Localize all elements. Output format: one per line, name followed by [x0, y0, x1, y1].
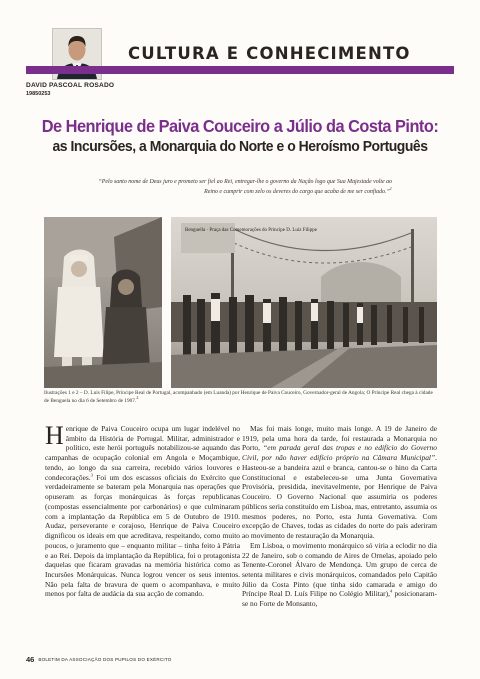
- paragraph: [45, 421, 240, 599]
- historical-photo-1-image: [44, 217, 162, 388]
- epigraph-quote: [92, 178, 392, 197]
- caption-text: Ilustrações 1 e 2 – D. Luís Filipe, Príncipe Real de Portugal, acompanhado (em Luanda) por Henrique de Paiva Couceiro, Governador-geral de Angola; O Príncipe Real chega à cidade de Benguela no dia 6 de Setembro de 1907.: [44, 390, 433, 404]
- paragraph: [242, 541, 437, 609]
- quoted-text: “em parada geral das tropas e no edifício do Governo Civil, por não haver edifício próprio na Câmara Municipal”: [242, 443, 437, 463]
- page-number: 46: [26, 655, 35, 664]
- article-title: De Henrique de Paiva Couceiro a Júlio da Costa Pinto:: [41, 116, 439, 136]
- drop-cap: H: [45, 421, 64, 450]
- body-column-right: [242, 424, 437, 609]
- author-id: 19850253: [26, 91, 51, 97]
- photo-sign-text: Benguella · Praça das Comemorações do Principe D. Luiz Filippe: [185, 228, 317, 233]
- paragraph-text: posicionaram-se no Forte de Monsanto,: [242, 589, 437, 609]
- photo-prince-and-couceiro: [44, 217, 162, 388]
- footnote-ref: 4: [389, 589, 393, 594]
- section-title: CULTURA E CONHECIMENTO: [128, 44, 411, 63]
- epigraph-text: “Pelo santo nome de Deus juro e prometo ser fiel ao Rei, entregar-lhe o governo da Nação logo que Sua Majestade volte ao Reino e cumprir com zelo os deveres do cargo que acaba de me ser confiado.”: [98, 179, 392, 195]
- epigraph-note: 1: [389, 185, 392, 191]
- publication-name: BOLETIM DA ASSOCIAÇÃO DOS PUPILOS DO EXÉRCITO: [38, 657, 172, 662]
- historical-photo-2-image: [171, 217, 437, 388]
- paragraph-text: Em Lisboa, o movimento monárquico só viria a eclodir no dia 22 de Janeiro, sob o comando de Aires de Ornelas, apoiado pelo Tenente-Coronel Álvaro de Mendonça. Um grupo de cerca de setenta militares e civis monárquicos, comandados pelo Capitão Júlio da Costa Pinto (que tinha sido camarada e amigo do Príncipe Real D. Luís Filipe no Colégio Militar),: [242, 540, 437, 599]
- page-footer: [26, 655, 172, 664]
- body-column-left: [45, 421, 240, 599]
- article-subtitle: as Incursões, a Monarquia do Norte e o Heroísmo Português: [52, 138, 428, 155]
- footnote-ref: 3: [90, 472, 93, 478]
- section-color-bar: [26, 66, 454, 74]
- author-name: DAVID PASCOAL ROSADO: [26, 82, 115, 89]
- caption-note: 2: [136, 394, 139, 400]
- paragraph-text: Foi um dos escassos oficiais do Exército que verdadeiramente se bateram pela Monarquia nas operações que opuseram as forças monárquicas às forças republicanas (compostas essencialmente por carbonários) e que culminaram com a implantação da República em 5 de Outubro de 1910. Audaz, perseverante e corajoso, Henrique de Paiva Couceiro dignificou os ideais em que acreditava, respeitando, como muito poucos, o juramento que – enquanto militar – tinha feito à Pátria e ao Rei. Depois da implantação da República, foi o protagonista daquelas que ficaram gravadas na memória histórica como as Incursões Monárquicas. Nunca logrou vencer os seus intentos. Não pela falta de bravura de quem o acompanhava, e muito menos por falta de audácia da sua acção de comando.: [45, 472, 240, 599]
- paragraph-text: Mas foi mais longe, muito mais longe. A 19 de Janeiro de 1919, pela uma hora da tarde, foi restaurada a Monarquia no Porto,: [242, 424, 437, 453]
- paragraph-text: enrique de Paiva Couceiro ocupa um lugar indelével no âmbito da História de Portugal. Militar, administrador e político, este herói português notabilizou-se aquando das campanhas de ocupação colonial em Angola e Moçambique, tendo, ao longo da sua carreira, recebido vários louvores e condecorações.: [45, 424, 240, 482]
- photo-benguela-arrival: [171, 217, 437, 388]
- paragraph-text: . Hasteou-se a bandeira azul e branca, cantou-se o hino da Carta Constitucional e estabeleceu-se uma Junta Governativa Provisória, presidida, inevitavelmente, por Henrique de Paiva Couceiro. O Governo Nacional que assumiria os poderes públicos seria constituído em Lisboa, mas, entretanto, assumia os mesmos poderes, no Porto, esta Junta Governativa. Com excepção de Chaves, todas as cidades do norte do país aderiram ao movimento de restauração da Monarquia.: [242, 453, 437, 541]
- photo-caption: [44, 390, 438, 405]
- paragraph: [242, 424, 437, 541]
